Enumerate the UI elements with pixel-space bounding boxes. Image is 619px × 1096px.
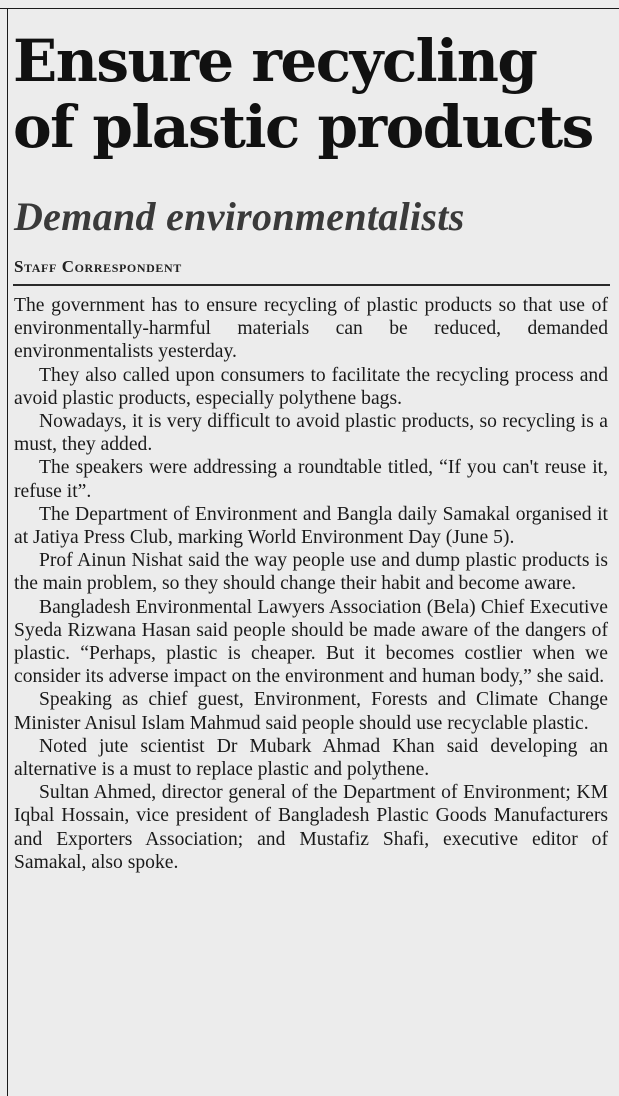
paragraph: Noted jute scientist Dr Mubark Ahmad Khan said developing an alternative is a must to replace plastic and polythene. [14, 735, 608, 781]
paragraph: Sultan Ahmed, director general of the Department of Environment; KM Iqbal Hossain, vice president of Bangladesh Plastic Goods Manufacturers and Exporters Association; and Mustafiz Shafi, executive editor of Samakal, also spoke. [14, 782, 608, 873]
paragraph: Nowadays, it is very difficult to avoid plastic products, so recycling is a must, they added. [14, 411, 608, 456]
paragraph: The government has to ensure recycling of plastic products so that use of environmentally-harmful materials can be reduced, demanded environmentalists yesterday. [14, 295, 608, 363]
paragraph: The speakers were addressing a roundtable titled, “If you can't reuse it, refuse it”. [14, 457, 608, 502]
paragraph: The Department of Environment and Bangla daily Samakal organised it at Jatiya Press Club, marking World Environment Day (June 5). [14, 503, 608, 549]
headline: Ensure recycling of plastic products [13, 27, 593, 161]
byline-divider [13, 284, 610, 286]
paragraph: Bangladesh Environmental Lawyers Association (Bela) Chief Executive Syeda Rizwana Hasan said people should be made aware of the dangers of plastic. “Perhaps, plastic is cheaper. But it becomes costlier when we consider its adverse impact on the environment and human body,” she said. [14, 596, 608, 688]
article-body [14, 294, 608, 874]
paragraph: Speaking as chief guest, Environment, Forests and Climate Change Minister Anisul Islam Mahmud said people should use recyclable plastic. [14, 689, 608, 734]
paragraph: Prof Ainun Nishat said the way people use and dump plastic products is the main problem, so they should change their habit and become aware. [14, 550, 608, 595]
paragraph: They also called upon consumers to facilitate the recycling process and avoid plastic products, especially polythene bags. [14, 364, 608, 409]
byline: Staff Correspondent [14, 257, 182, 276]
subheadline: Demand environmentalists [14, 194, 465, 239]
